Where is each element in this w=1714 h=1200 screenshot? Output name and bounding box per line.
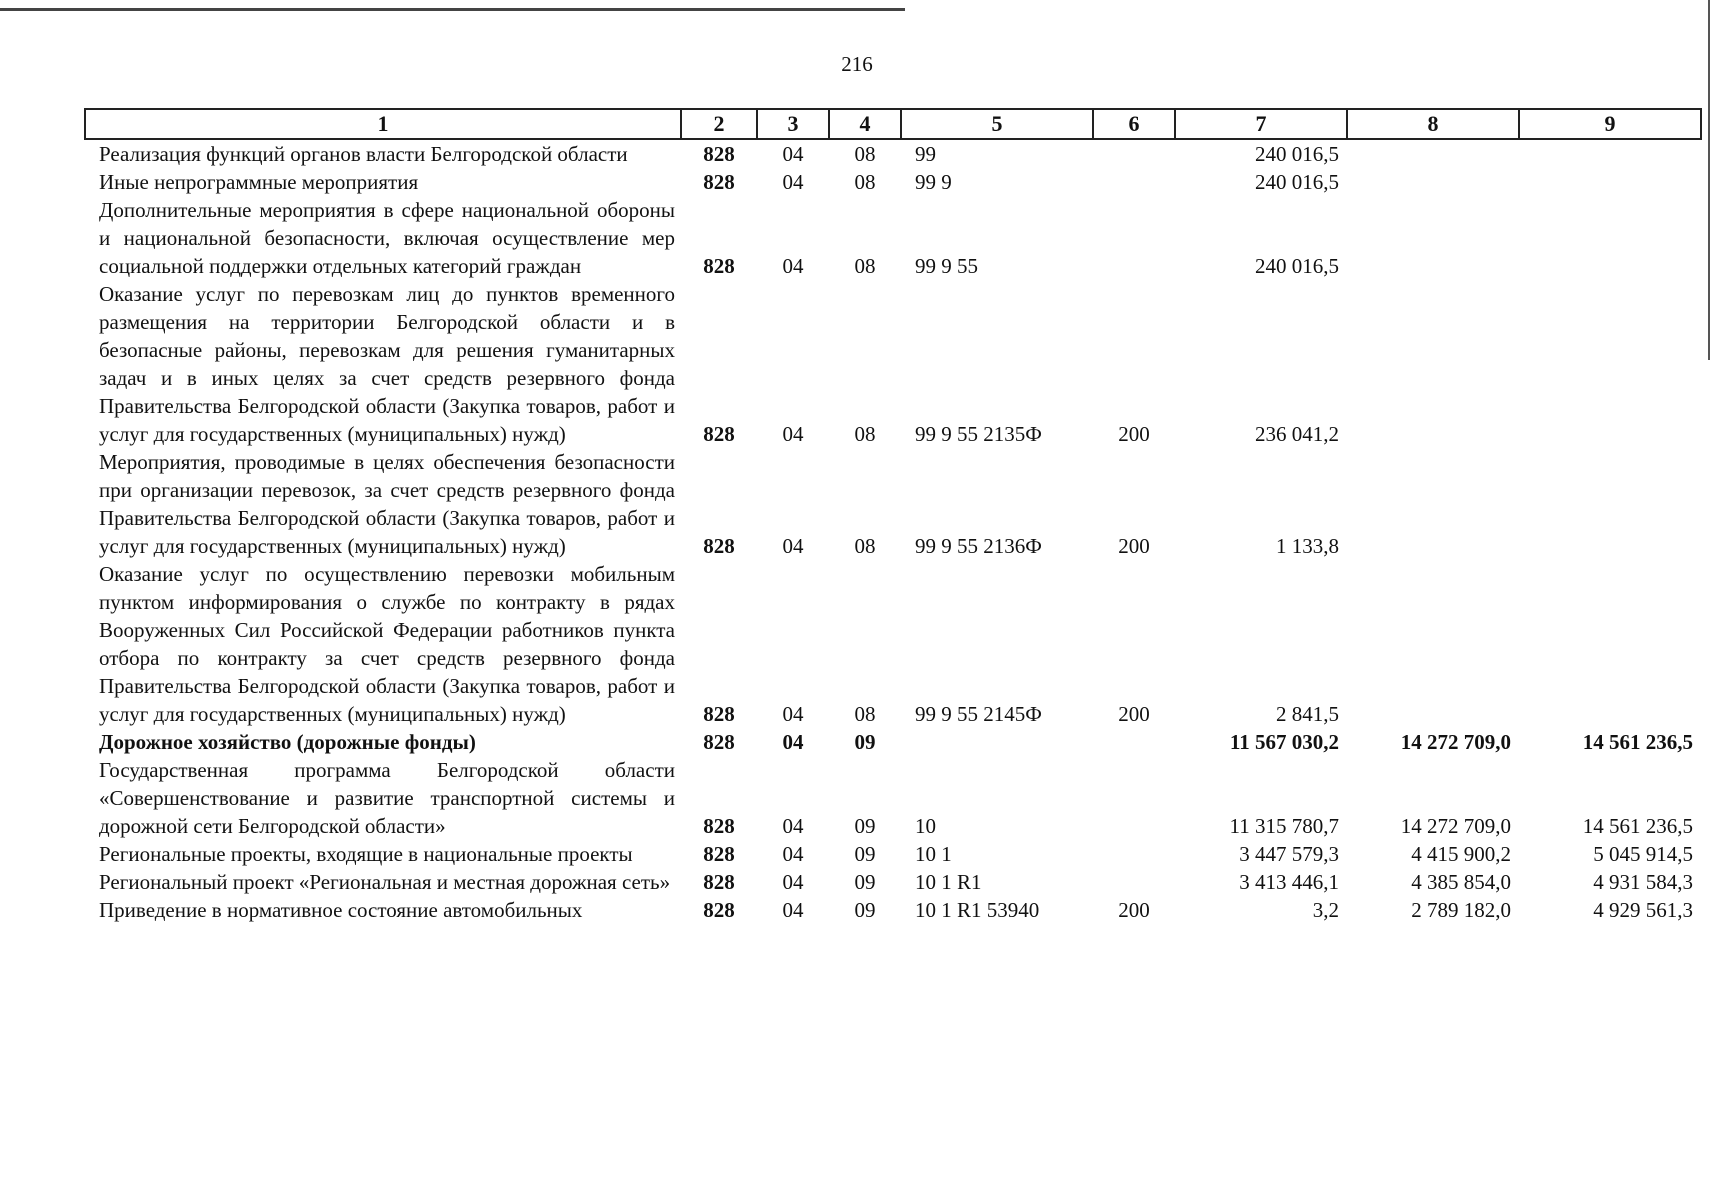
expense-type-code xyxy=(1093,756,1175,840)
amount-year-3: 14 561 236,5 xyxy=(1582,814,1693,838)
expense-type-code xyxy=(1093,840,1175,868)
amount-year-2 xyxy=(1347,168,1519,196)
expense-type-code xyxy=(1093,728,1175,756)
amount-year-2: 14 272 709,0 xyxy=(1400,730,1511,754)
table-row xyxy=(85,280,1701,448)
subsection-code: 08 xyxy=(854,142,876,166)
header-cell: 1 xyxy=(85,109,681,139)
subsection-code: 09 xyxy=(854,842,876,866)
header-cell: 6 xyxy=(1093,109,1175,139)
target-article-code: 99 9 55 2136Ф xyxy=(915,534,1042,558)
amount-year-1: 240 016,5 xyxy=(1255,170,1339,194)
amount-year-1: 11 567 030,2 xyxy=(1229,730,1339,754)
amount-year-2 xyxy=(1347,280,1519,448)
header-row xyxy=(85,109,1701,139)
subsection-code: 08 xyxy=(854,534,876,558)
chapter-code: 828 xyxy=(703,842,735,866)
target-article-code xyxy=(901,728,1093,756)
amount-year-3: 14 561 236,5 xyxy=(1582,730,1693,754)
subsection-code: 08 xyxy=(854,702,876,726)
target-article-code: 10 1 R1 xyxy=(915,870,982,894)
amount-year-2 xyxy=(1347,196,1519,280)
amount-year-1: 3 447 579,3 xyxy=(1239,842,1339,866)
table-row xyxy=(85,168,1701,196)
amount-year-3 xyxy=(1519,280,1701,448)
item-name: Государственная программа Белгородской области «Совершенствование и развитие транспортной системы и дорожной сети Белгородской области» xyxy=(99,758,675,838)
table-row xyxy=(85,448,1701,560)
section-code: 04 xyxy=(782,898,804,922)
section-code: 04 xyxy=(782,870,804,894)
amount-year-2: 14 272 709,0 xyxy=(1400,814,1511,838)
target-article-code: 99 9 55 2145Ф xyxy=(915,702,1042,726)
amount-year-2 xyxy=(1347,139,1519,168)
table-row xyxy=(85,139,1701,168)
target-article-code: 10 1 xyxy=(915,842,952,866)
section-code: 04 xyxy=(782,730,804,754)
expense-type-code: 200 xyxy=(1118,534,1150,558)
chapter-code: 828 xyxy=(703,814,735,838)
budget-table xyxy=(84,108,1702,924)
header-cell: 8 xyxy=(1347,109,1519,139)
chapter-code: 828 xyxy=(703,142,735,166)
expense-type-code: 200 xyxy=(1118,898,1150,922)
header-cell: 2 xyxy=(681,109,757,139)
table-body xyxy=(85,139,1701,924)
chapter-code: 828 xyxy=(703,702,735,726)
section-code: 04 xyxy=(782,814,804,838)
target-article-code: 99 9 55 2135Ф xyxy=(915,422,1042,446)
page-number: 216 xyxy=(841,52,873,76)
chapter-code: 828 xyxy=(703,534,735,558)
amount-year-2 xyxy=(1347,448,1519,560)
chapter-code: 828 xyxy=(703,422,735,446)
target-article-code: 10 1 R1 53940 xyxy=(915,898,1040,922)
amount-year-3 xyxy=(1519,560,1701,728)
amount-year-1: 3 413 446,1 xyxy=(1239,870,1339,894)
amount-year-1: 3,2 xyxy=(1312,898,1339,922)
top-rule xyxy=(0,8,905,11)
subsection-code: 09 xyxy=(854,814,876,838)
amount-year-2: 4 415 900,2 xyxy=(1411,842,1511,866)
amount-year-3: 4 931 584,3 xyxy=(1593,870,1693,894)
amount-year-2 xyxy=(1347,560,1519,728)
section-code: 04 xyxy=(782,534,804,558)
item-name: Реализация функций органов власти Белгородской области xyxy=(99,142,628,166)
expense-type-code xyxy=(1093,139,1175,168)
section-code: 04 xyxy=(782,254,804,278)
amount-year-1: 1 133,8 xyxy=(1276,534,1339,558)
chapter-code: 828 xyxy=(703,170,735,194)
section-code: 04 xyxy=(782,422,804,446)
expense-type-code xyxy=(1093,168,1175,196)
item-name: Оказание услуг по осуществлению перевозки мобильным пунктом информирования о службе по контракту в рядах Вооруженных Сил Российской Федерации работников пункта отбора по контракту за счет средств резервного фонда Правительства Белгородской области (Закупка товаров, работ и услуг для государственных (муниципальных) нужд) xyxy=(99,562,675,726)
subsection-code: 09 xyxy=(854,898,876,922)
item-name: Иные непрограммные мероприятия xyxy=(99,170,419,194)
item-name: Оказание услуг по перевозкам лиц до пунктов временного размещения на территории Белгородской области и в безопасные районы, перевозкам для решения гуманитарных задач и в иных целях за счет средств резервного фонда Правительства Белгородской области (Закупка товаров, работ и услуг для государственных (муниципальных) нужд) xyxy=(99,282,675,446)
item-name: Региональные проекты, входящие в национальные проекты xyxy=(99,842,633,866)
header-cell: 5 xyxy=(901,109,1093,139)
amount-year-3 xyxy=(1519,139,1701,168)
amount-year-3 xyxy=(1519,448,1701,560)
chapter-code: 828 xyxy=(703,870,735,894)
header-cell: 4 xyxy=(829,109,901,139)
amount-year-1: 2 841,5 xyxy=(1276,702,1339,726)
amount-year-3 xyxy=(1519,168,1701,196)
amount-year-2: 2 789 182,0 xyxy=(1411,898,1511,922)
chapter-code: 828 xyxy=(703,254,735,278)
target-article-code: 99 xyxy=(915,142,936,166)
table-row xyxy=(85,756,1701,840)
item-name: Дополнительные мероприятия в сфере национальной обороны и национальной безопасности, включая осуществление мер социальной поддержки отдельных категорий граждан xyxy=(99,198,675,278)
chapter-code: 828 xyxy=(703,898,735,922)
amount-year-1: 240 016,5 xyxy=(1255,254,1339,278)
table-row xyxy=(85,196,1701,280)
target-article-code: 99 9 xyxy=(915,170,952,194)
section-code: 04 xyxy=(782,842,804,866)
item-name: Региональный проект «Региональная и местная дорожная сеть» xyxy=(99,870,671,894)
item-name: Мероприятия, проводимые в целях обеспечения безопасности при организации перевозок, за счет средств резервного фонда Правительства Белгородской области (Закупка товаров, работ и услуг для государственных (муниципальных) нужд) xyxy=(99,450,675,558)
header-cell: 7 xyxy=(1175,109,1347,139)
section-code: 04 xyxy=(782,170,804,194)
header-cell: 3 xyxy=(757,109,829,139)
target-article-code: 99 9 55 xyxy=(915,254,978,278)
table-row xyxy=(85,868,1701,896)
section-code: 04 xyxy=(782,142,804,166)
amount-year-1: 11 315 780,7 xyxy=(1229,814,1339,838)
expense-type-code xyxy=(1093,196,1175,280)
expense-type-code: 200 xyxy=(1118,422,1150,446)
amount-year-2: 4 385 854,0 xyxy=(1411,870,1511,894)
header-cell: 9 xyxy=(1519,109,1701,139)
expense-type-code xyxy=(1093,868,1175,896)
amount-year-3: 4 929 561,3 xyxy=(1593,898,1693,922)
subsection-code: 09 xyxy=(854,730,876,754)
amount-year-3 xyxy=(1519,196,1701,280)
item-name: Приведение в нормативное состояние автомобильных xyxy=(99,898,583,922)
amount-year-1: 236 041,2 xyxy=(1255,422,1339,446)
item-name: Дорожное хозяйство (дорожные фонды) xyxy=(99,730,476,754)
table-row xyxy=(85,728,1701,756)
subsection-code: 08 xyxy=(854,254,876,278)
subsection-code: 08 xyxy=(854,422,876,446)
target-article-code: 10 xyxy=(915,814,936,838)
amount-year-1: 240 016,5 xyxy=(1255,142,1339,166)
section-code: 04 xyxy=(782,702,804,726)
amount-year-3: 5 045 914,5 xyxy=(1593,842,1693,866)
table-row xyxy=(85,840,1701,868)
table-row xyxy=(85,896,1701,924)
subsection-code: 08 xyxy=(854,170,876,194)
expense-type-code: 200 xyxy=(1118,702,1150,726)
table-row xyxy=(85,560,1701,728)
chapter-code: 828 xyxy=(703,730,735,754)
subsection-code: 09 xyxy=(854,870,876,894)
